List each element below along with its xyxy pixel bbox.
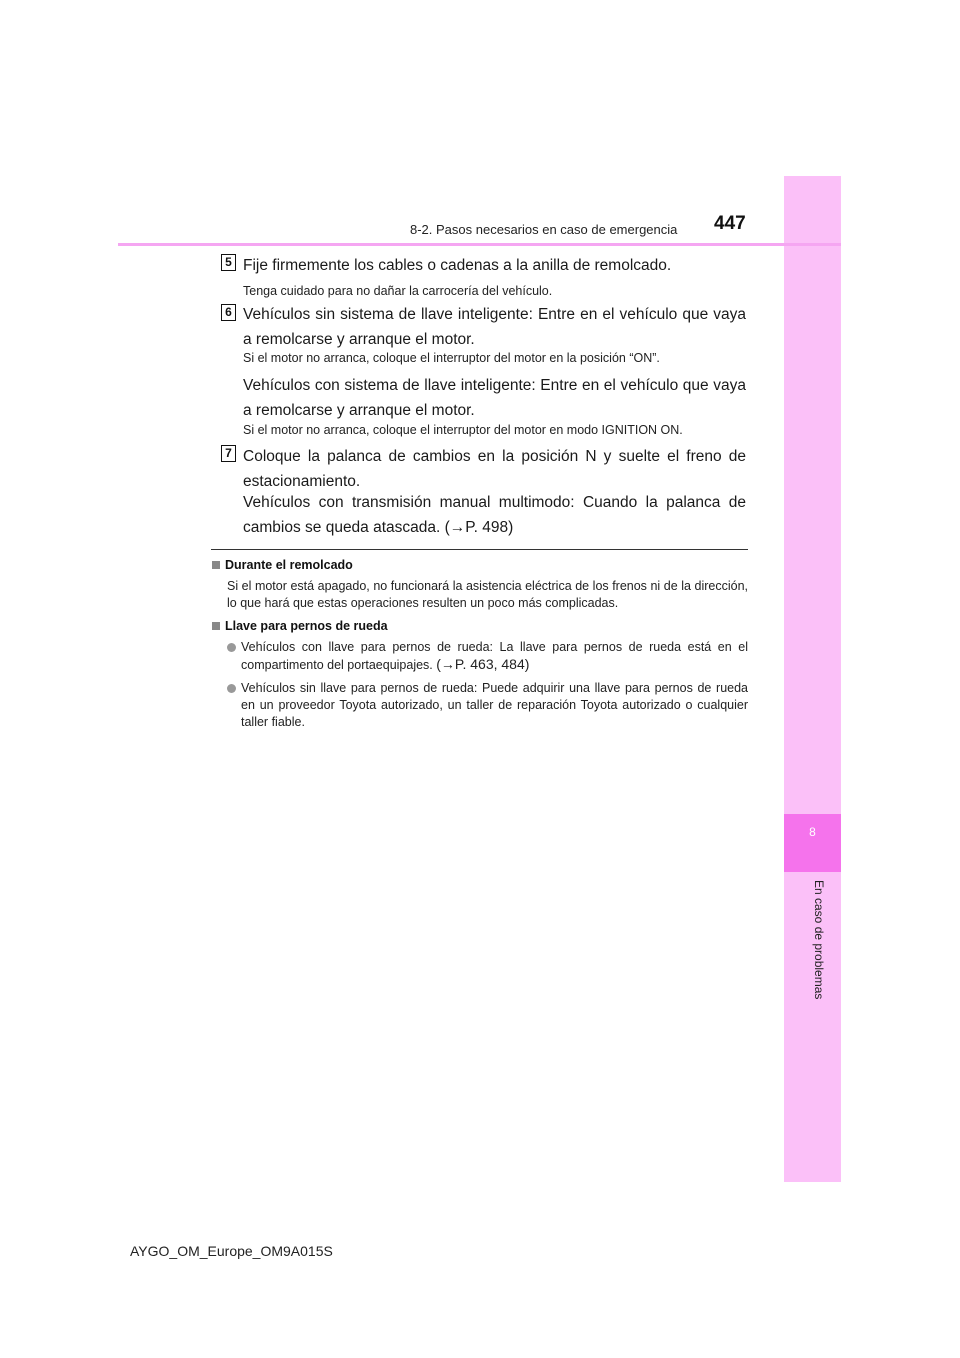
section-title: 8-2. Pasos necesarios en caso de emergencia [410, 222, 678, 237]
info-heading-text: Llave para pernos de rueda [225, 619, 388, 633]
side-chapter-marker [784, 814, 841, 872]
step-text-alt: Vehículos con sistema de llave inteligente: Entre en el vehículo que vaya a remolcarse y arranque el motor. [243, 377, 746, 419]
section-divider [211, 549, 748, 550]
bullet-text: Vehículos sin llave para pernos de rueda: Puede adquirir una llave para pernos de rueda en un proveedor Toyota autorizado, un taller de reparación Toyota autorizado o cualquier taller fiable. [241, 681, 748, 729]
bullet-text-body: Vehículos con llave para pernos de rueda: La llave para pernos de rueda está en el compartimento del portaequipajes. [241, 640, 748, 672]
round-bullet-icon [227, 684, 236, 693]
step-number-badge: 6 [221, 304, 236, 321]
step-text: Fije firmemente los cables o cadenas a la anilla de remolcado. [243, 257, 672, 274]
step-note-alt: Si el motor no arranca, coloque el interruptor del motor en modo IGNITION ON. [243, 423, 683, 437]
step-text: Coloque la palanca de cambios en la posición N y suelte el freno de estacionamiento. [243, 448, 746, 490]
step-text: Vehículos sin sistema de llave inteligente: Entre en el vehículo que vaya a remolcarse y arranque el motor. [243, 306, 746, 348]
square-bullet-icon [212, 622, 220, 630]
step-note: Si el motor no arranca, coloque el interruptor del motor en la posición “ON”. [243, 351, 660, 365]
round-bullet-icon [227, 643, 236, 652]
info-heading-text: Durante el remolcado [225, 558, 353, 572]
bullet-text [241, 639, 748, 674]
page-number: 447 [714, 213, 746, 234]
document-id: AYGO_OM_Europe_OM9A015S [130, 1243, 333, 1259]
info-heading [212, 619, 388, 633]
square-bullet-icon [212, 561, 220, 569]
chapter-label: En caso de problemas [812, 880, 826, 1000]
page-reference-link[interactable]: (→P. 463, 484) [436, 656, 530, 672]
step-number-badge: 7 [221, 445, 236, 462]
step-number-badge: 5 [221, 254, 236, 271]
chapter-number: 8 [809, 825, 816, 839]
side-chapter-tab [784, 176, 841, 1182]
info-text: Si el motor está apagado, no funcionará la asistencia eléctrica de los frenos ni de la dirección, lo que hará que estas operaciones resulten un poco más complicadas. [227, 579, 748, 610]
step-note: Tenga cuidado para no dañar la carrocería del vehículo. [243, 284, 553, 298]
header-rule [118, 243, 841, 246]
info-heading [212, 558, 353, 572]
step-text-alt: Vehículos con transmisión manual multimodo: Cuando la palanca de cambios se queda atascada. (→P. 498) [243, 494, 746, 536]
